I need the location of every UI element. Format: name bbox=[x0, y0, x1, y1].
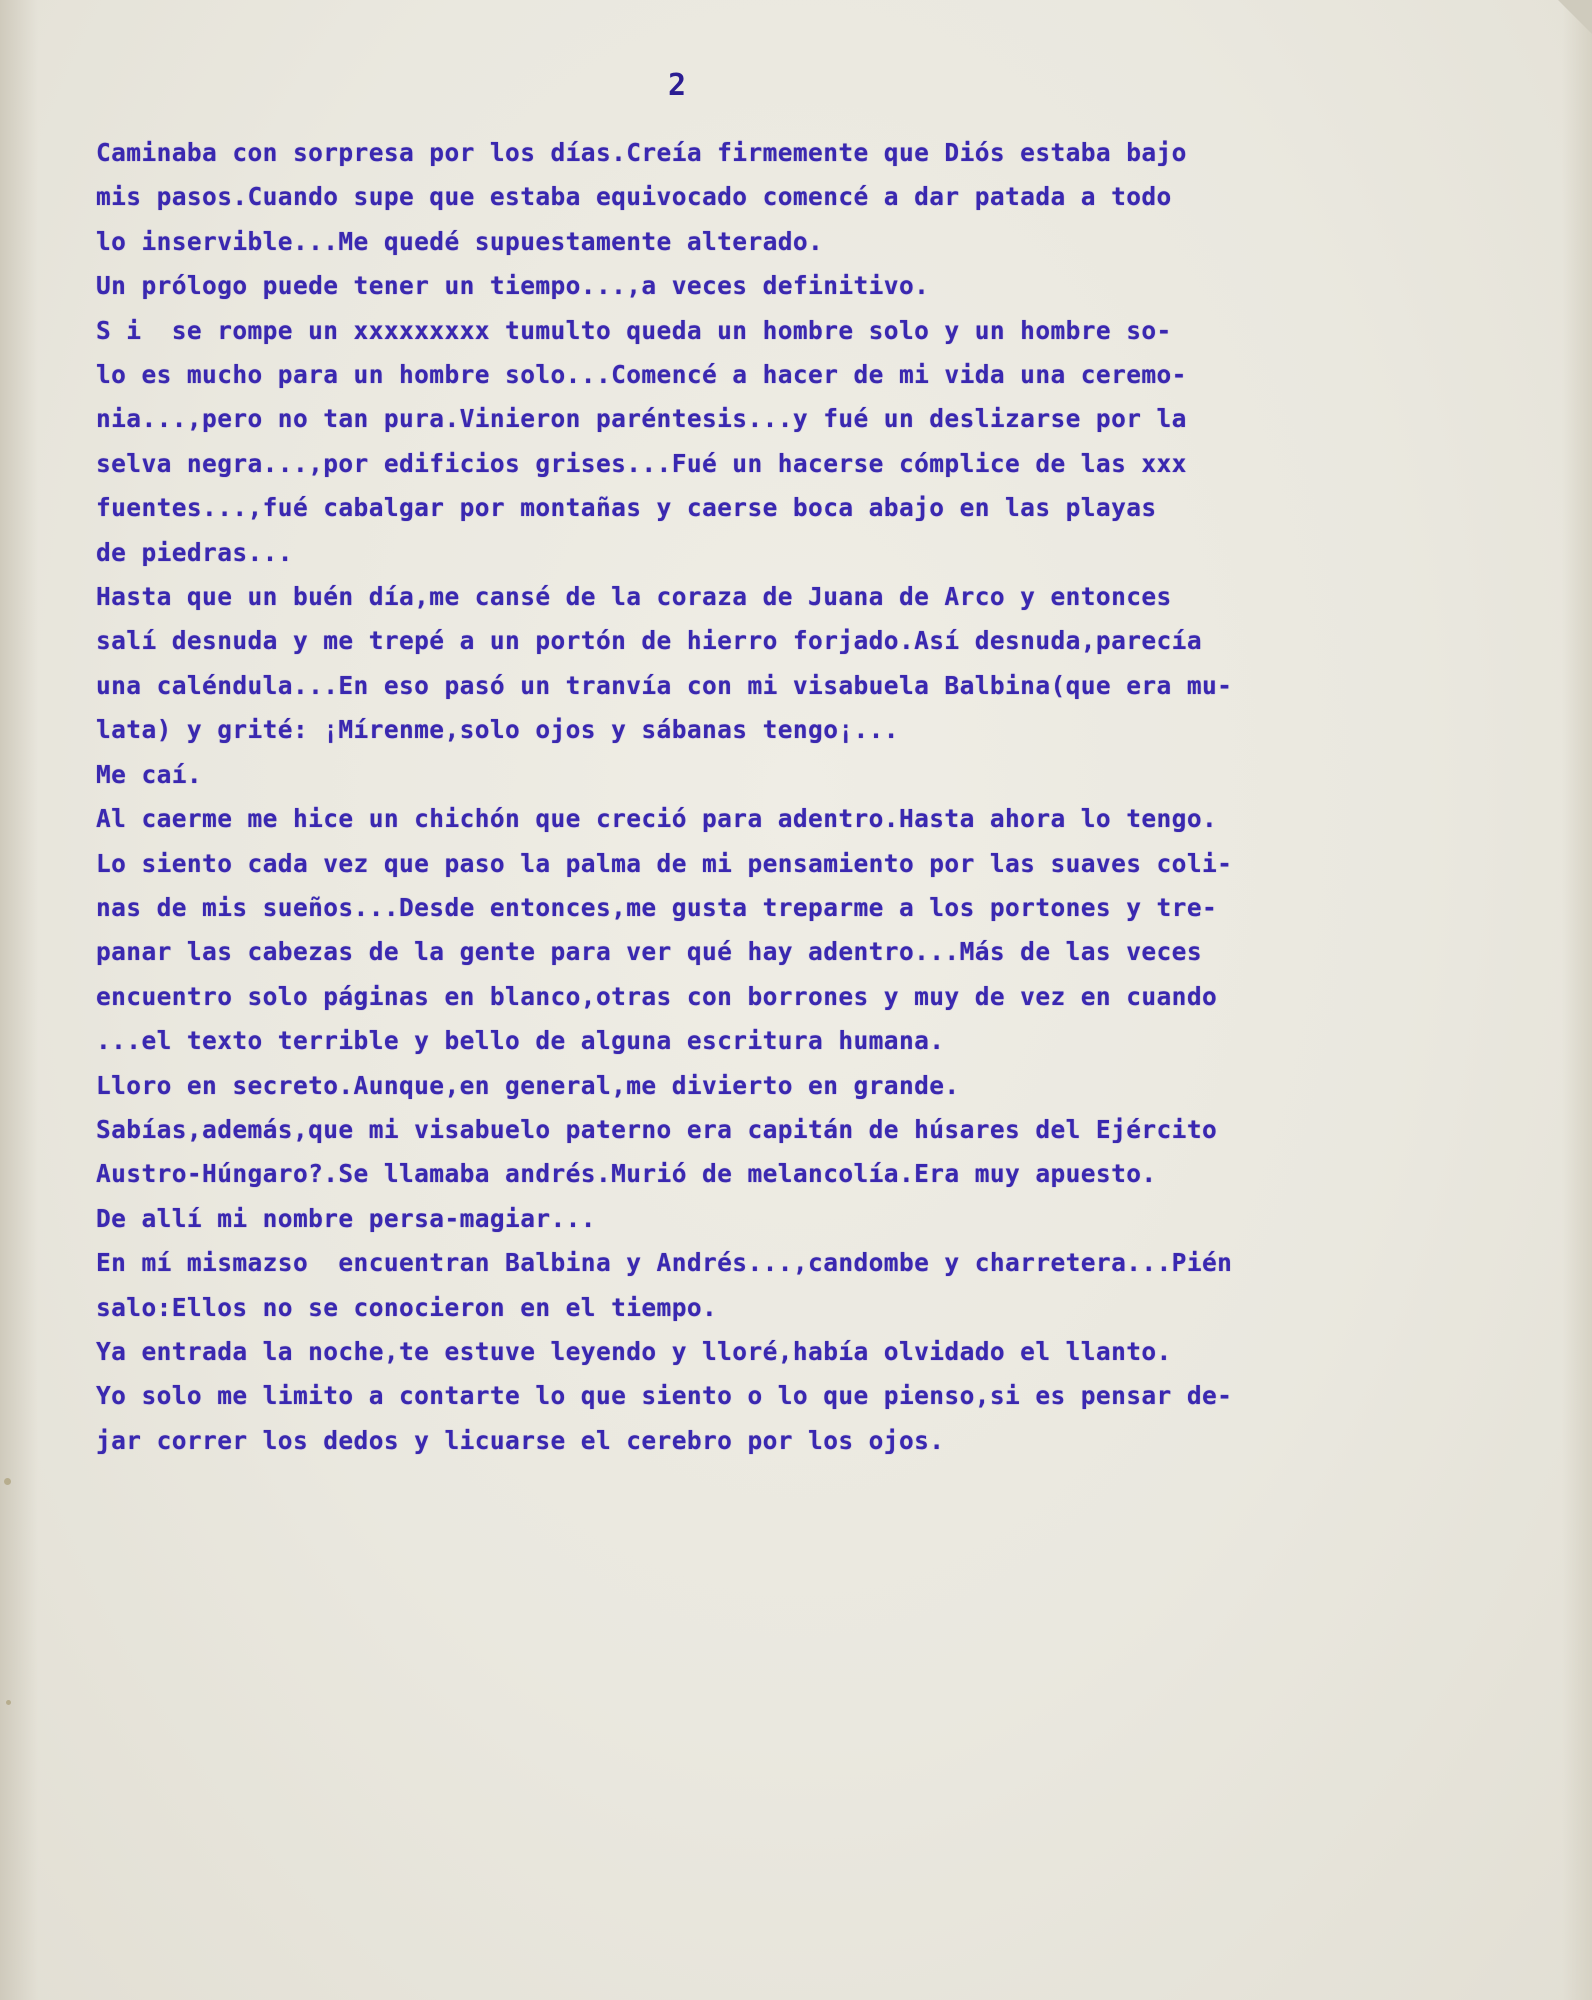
paper-stain bbox=[4, 1478, 11, 1485]
text-line: salo:Ellos no se conocieron en el tiempo. bbox=[96, 1292, 718, 1322]
text-line: Un prólogo puede tener un tiempo...,a veces definitivo. bbox=[96, 271, 930, 301]
text-line: lata) y grité: ¡Mírenme,solo ojos y sábanas tengo¡... bbox=[96, 715, 899, 745]
text-line: Ya entrada la noche,te estuve leyendo y lloré,había olvidado el llanto. bbox=[96, 1336, 1172, 1366]
text-line: En mí mismazso encuentran Balbina y Andrés...,candombe y charretera...Pién bbox=[96, 1248, 1233, 1278]
text-line: S i se rompe un xxxxxxxxx tumulto queda un hombre solo y un hombre so- bbox=[96, 315, 1172, 345]
text-line: panar las cabezas de la gente para ver qué hay adentro...Más de las veces bbox=[96, 937, 1202, 967]
text-line: jar correr los dedos y licuarse el cerebro por los ojos. bbox=[96, 1425, 945, 1455]
text-line: mis pasos.Cuando supe que estaba equivocado comencé a dar patada a todo bbox=[96, 182, 1172, 212]
text-line: encuentro solo páginas en blanco,otras con borrones y muy de vez en cuando bbox=[96, 981, 1218, 1011]
text-line: Al caerme me hice un chichón que creció para adentro.Hasta ahora lo tengo. bbox=[96, 804, 1218, 834]
text-line: Me caí. bbox=[96, 759, 203, 789]
paper-corner-fold bbox=[1558, 0, 1592, 34]
text-line: nas de mis sueños...Desde entonces,me gusta treparme a los portones y tre- bbox=[96, 892, 1218, 922]
typed-text-body bbox=[96, 131, 1566, 1463]
text-line: selva negra...,por edificios grises...Fué un hacerse cómplice de las xxx bbox=[96, 448, 1187, 478]
text-line: ...el texto terrible y bello de alguna escritura humana. bbox=[96, 1026, 945, 1056]
text-line: Caminaba con sorpresa por los días.Creía firmemente que Diós estaba bajo bbox=[96, 138, 1187, 167]
text-line: fuentes...,fué cabalgar por montañas y caerse boca abajo en las playas bbox=[96, 493, 1157, 523]
paper-edge-right bbox=[1562, 0, 1592, 2000]
text-line: de piedras... bbox=[96, 537, 293, 567]
text-line: Hasta que un buén día,me cansé de la coraza de Juana de Arco y entonces bbox=[96, 582, 1172, 612]
paper-stain bbox=[6, 1700, 11, 1705]
text-line: Lloro en secreto.Aunque,en general,me divierto en grande. bbox=[96, 1070, 960, 1100]
text-line: nia...,pero no tan pura.Vinieron paréntesis...y fué un deslizarse por la bbox=[96, 404, 1187, 434]
text-line: Yo solo me limito a contarte lo que siento o lo que pienso,si es pensar de- bbox=[96, 1381, 1233, 1411]
text-line: Lo siento cada vez que paso la palma de mi pensamiento por las suaves coli- bbox=[96, 848, 1233, 878]
text-line: lo es mucho para un hombre solo...Comencé a hacer de mi vida una ceremo- bbox=[96, 360, 1187, 390]
text-line: Austro-Húngaro?.Se llamaba andrés.Murió de melancolía.Era muy apuesto. bbox=[96, 1159, 1157, 1189]
text-line: Sabías,además,que mi visabuelo paterno era capitán de húsares del Ejército bbox=[96, 1114, 1218, 1144]
text-line: lo inservible...Me quedé supuestamente alterado. bbox=[96, 226, 824, 256]
page-number: 2 bbox=[668, 68, 687, 103]
text-line: De allí mi nombre persa-magiar... bbox=[96, 1203, 596, 1233]
text-line: una caléndula...En eso pasó un tranvía con mi visabuela Balbina(que era mu- bbox=[96, 670, 1233, 700]
text-line: salí desnuda y me trepé a un portón de hierro forjado.Así desnuda,parecía bbox=[96, 626, 1202, 656]
